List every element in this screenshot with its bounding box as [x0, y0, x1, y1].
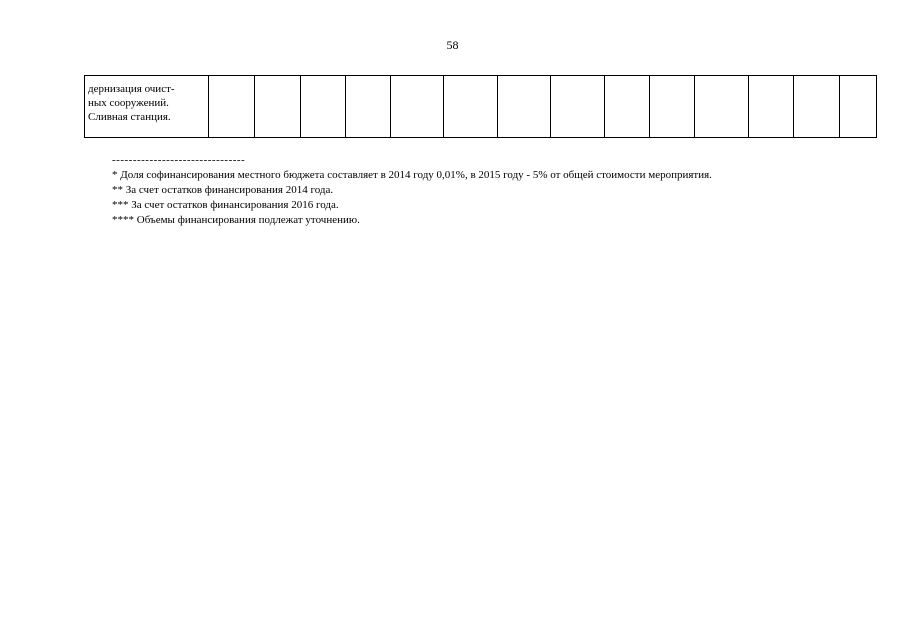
table-cell: [391, 76, 444, 138]
measure-name-cell: дернизация очист- ных сооружений. Сливная станция.: [85, 76, 209, 138]
table-cell: [650, 76, 695, 138]
table-cell: [840, 76, 877, 138]
footnotes: [112, 153, 712, 228]
financing-table-continuation: [84, 75, 877, 138]
footnote-2: ** За счет остатков финансирования 2014 года.: [112, 184, 334, 196]
table-cell: [605, 76, 650, 138]
table-cell: [498, 76, 551, 138]
footnote-separator: --------------------------------: [112, 154, 246, 166]
page-number: 58: [446, 38, 459, 52]
table-cell: [346, 76, 391, 138]
table-cell: [444, 76, 498, 138]
table-cell: [209, 76, 255, 138]
table-row: [85, 76, 877, 138]
table-cell: [551, 76, 605, 138]
table-cell: [695, 76, 749, 138]
table-cell: [749, 76, 794, 138]
footnote-3: *** За счет остатков финансирования 2016 года.: [112, 199, 339, 211]
table-cell: [794, 76, 840, 138]
footnote-1: * Доля софинансирования местного бюджета составляет в 2014 году 0,01%, в 2015 году - 5% от общей стоимости мероприятия.: [112, 169, 712, 181]
footnote-4: **** Объемы финансирования подлежат уточнению.: [112, 214, 360, 226]
table-cell: [255, 76, 301, 138]
table-cell: [301, 76, 346, 138]
